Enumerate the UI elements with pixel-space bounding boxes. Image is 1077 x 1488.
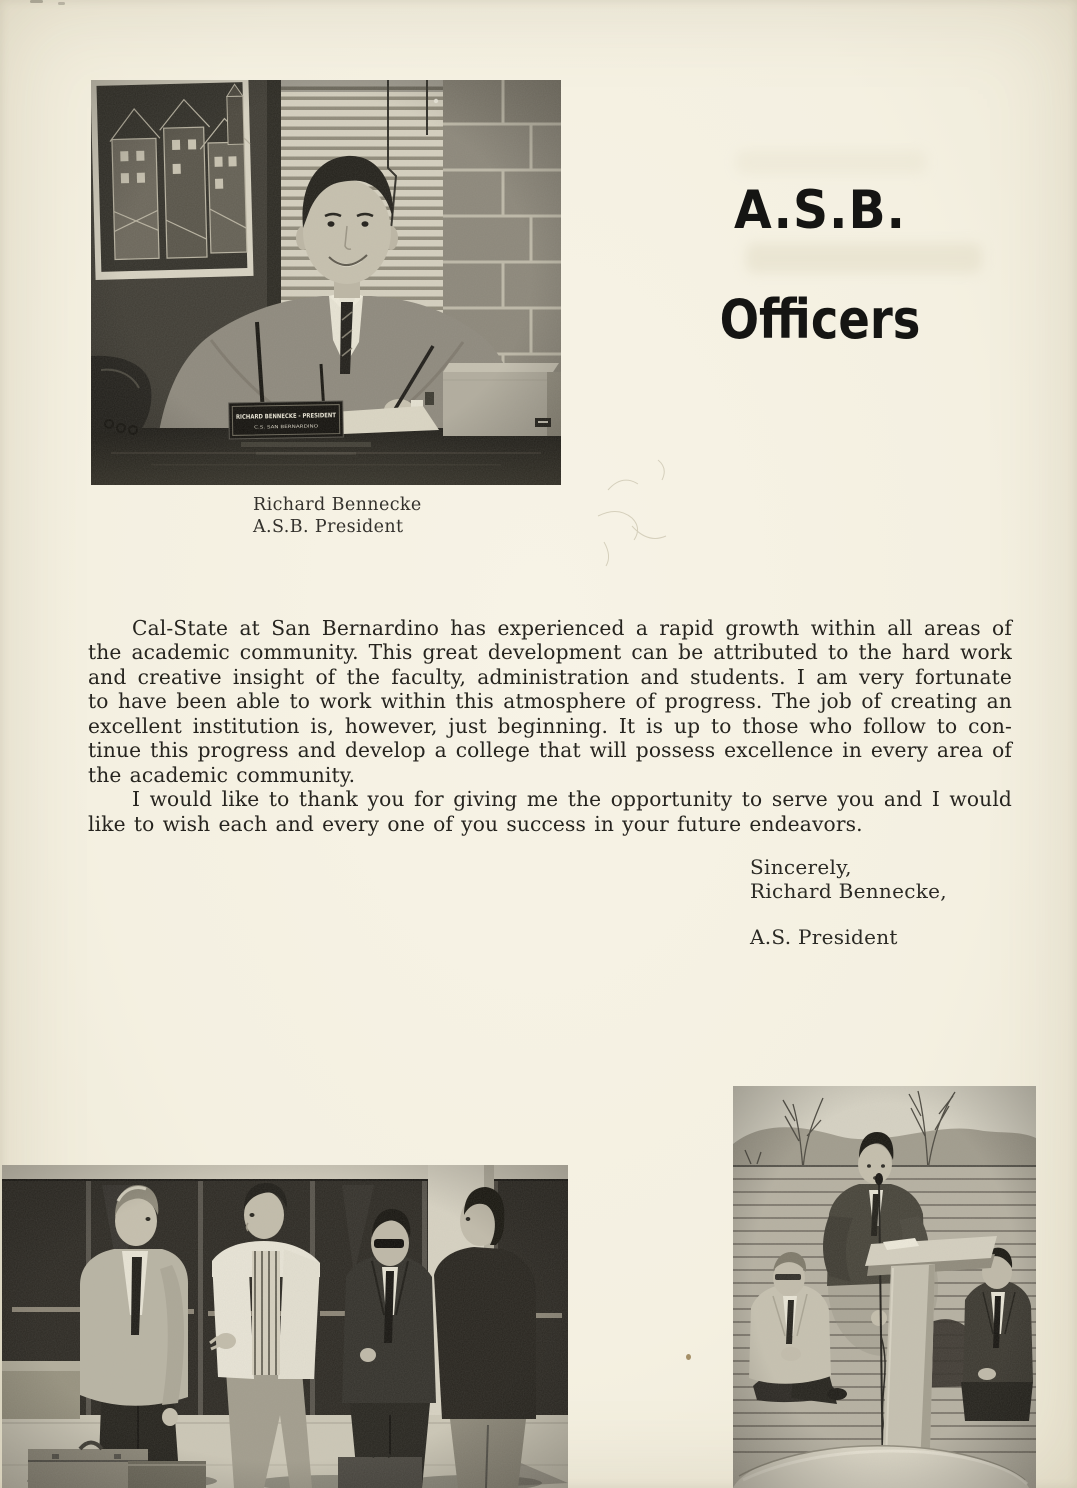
closing-name: Richard Bennecke, <box>750 879 947 903</box>
body-line: I would like to thank you for giving me the opportunity to serve you and I would <box>132 787 1012 812</box>
paper-speck <box>30 0 43 3</box>
pencil-marks <box>588 430 738 570</box>
body-line: excellent institution is, however, just beginning. It is up to those who follow to con- <box>88 713 1012 738</box>
closing-title: A.S. President <box>750 925 898 949</box>
photo-caption <box>253 495 422 538</box>
body-line: and creative insight of the faculty, administration and students. I am very fortunate <box>88 664 1012 689</box>
paper-speck <box>686 1354 691 1360</box>
body-line: to have been able to work within this atmosphere of progress. The job of creating an <box>88 689 1012 714</box>
closing-sincerely: Sincerely, <box>750 855 852 879</box>
page-title-line2: Officers <box>719 288 921 351</box>
letter-body <box>88 616 1012 836</box>
body-line: the academic community. This great development can be attributed to the hard work <box>88 640 1012 665</box>
body-line: like to wish each and every one of you success in your future endeavors. <box>88 811 863 836</box>
page-title-line1: A.S.B. <box>733 180 907 241</box>
photo-podium-speech <box>733 1086 1036 1488</box>
photo-desk-portrait <box>91 80 561 485</box>
photo-group-discussion <box>2 1165 568 1488</box>
caption-name: Richard Bennecke <box>253 495 422 515</box>
page-title <box>620 180 1020 351</box>
caption-title: A.S.B. President <box>253 516 404 537</box>
letter-closing <box>750 855 947 949</box>
bleed-through-mark <box>736 150 926 174</box>
body-line: Cal-State at San Bernardino has experienced a rapid growth within all areas of <box>132 616 1012 640</box>
paper-speck <box>58 2 65 5</box>
body-line: tinue this progress and develop a college that will possess excellence in every area of <box>88 738 1012 763</box>
body-line: the academic community. <box>88 762 356 787</box>
